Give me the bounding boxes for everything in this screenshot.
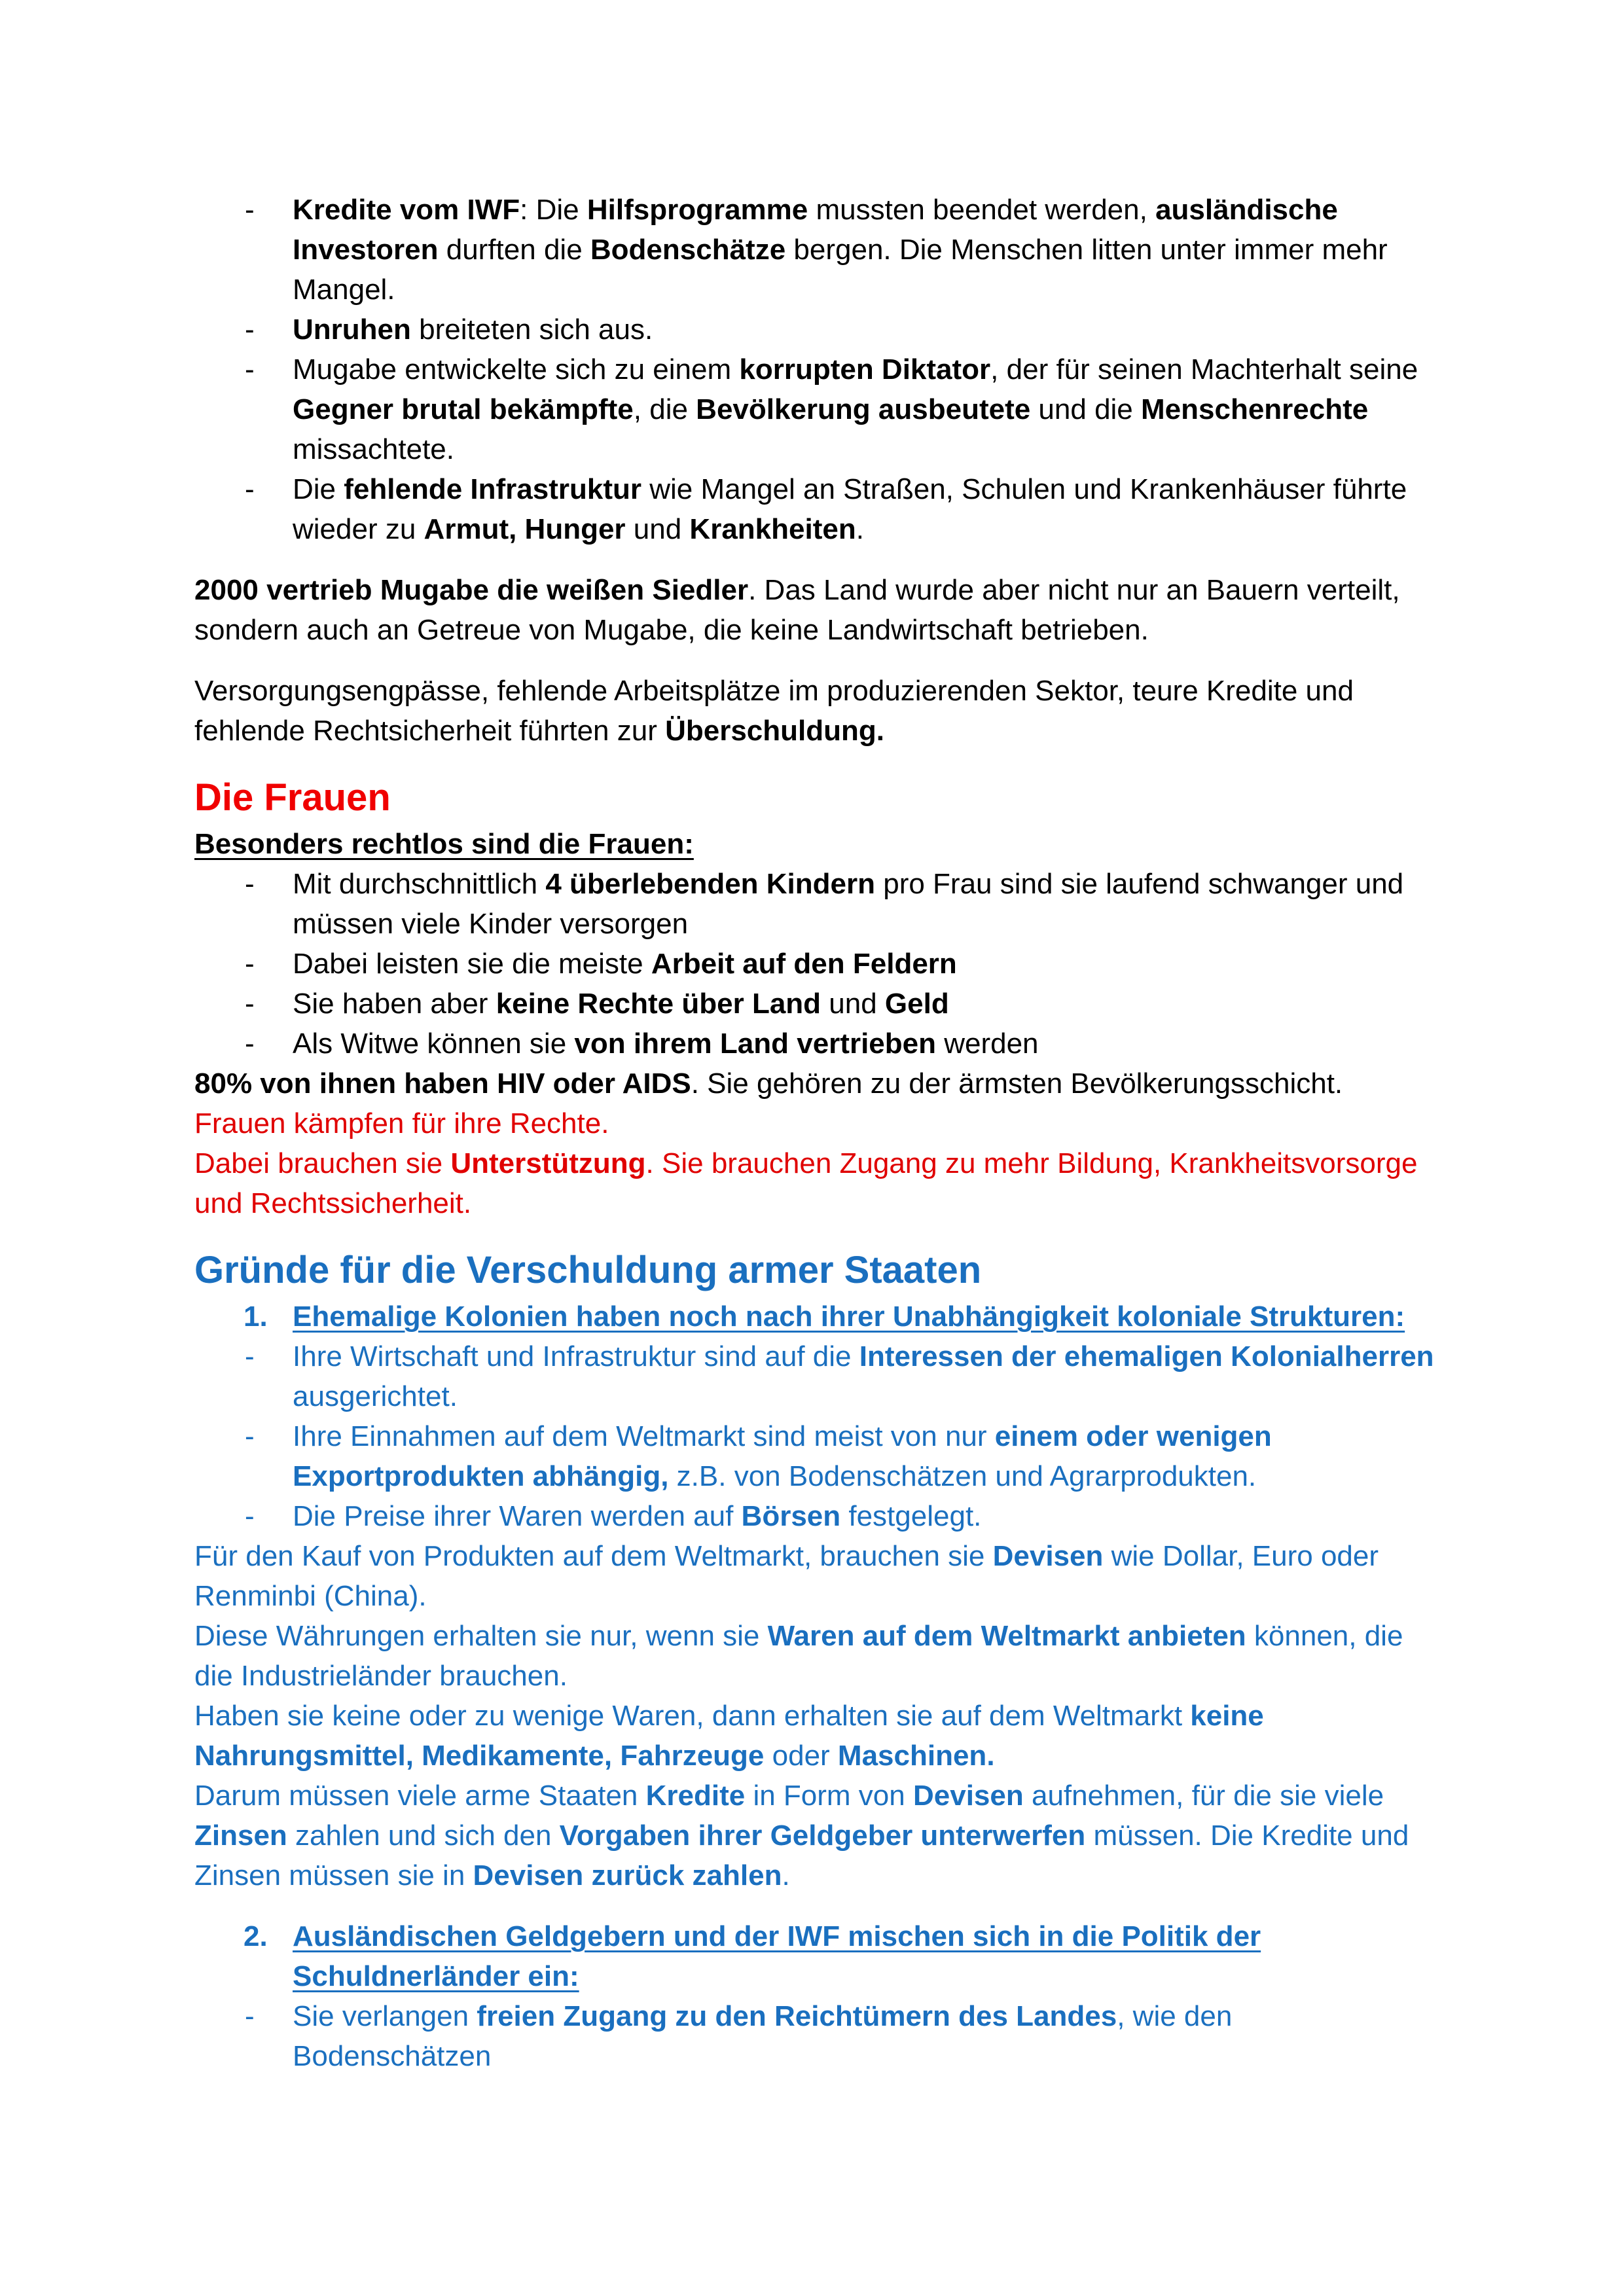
- bold-text: einem oder wenigen Exportprodukten abhängig,: [293, 1420, 1272, 1492]
- dash-bullet-icon: -: [245, 2000, 255, 2032]
- bold-text: fehlende Infrastruktur: [344, 473, 641, 505]
- paragraph-unterstuetzung: [194, 1143, 1438, 1223]
- dash-bullet-icon: -: [245, 473, 255, 505]
- paragraph-hiv: [194, 1064, 1438, 1103]
- dash-bullet-icon: -: [245, 1500, 255, 1532]
- list-item: [194, 864, 1438, 944]
- bold-text: freien Zugang zu den Reichtümern des Landes: [477, 2000, 1117, 2032]
- text: Als Witwe können sie: [293, 1028, 575, 1060]
- bold-text: keine Rechte über Land: [496, 988, 821, 1020]
- text: aufnehmen, für die sie viele: [1023, 1780, 1384, 1812]
- document-page: [194, 190, 1438, 2076]
- text: bergen. Die Menschen litten unter immer mehr Mangel.: [293, 234, 1388, 306]
- text: Die Preise ihrer Waren werden auf: [293, 1500, 742, 1532]
- dash-bullet-icon: -: [245, 1420, 255, 1452]
- numbered-point-2: [194, 1916, 1438, 1996]
- text: zahlen und sich den: [287, 1820, 560, 1852]
- dash-bullet-icon: -: [245, 194, 255, 226]
- text: und: [625, 513, 690, 545]
- list-item: [194, 310, 1438, 350]
- text: wie Mangel an Straßen, Schulen und Krankenhäuser führte wieder zu: [293, 473, 1407, 545]
- text: , der für seinen Machterhalt seine: [990, 353, 1418, 386]
- text: Haben sie keine oder zu wenige Waren, dann erhalten sie auf dem Weltmarkt: [194, 1700, 1191, 1732]
- paragraph: [194, 1776, 1438, 1895]
- bold-text: korrupten Diktator: [739, 353, 991, 386]
- point-title: Ehemalige Kolonien haben noch nach ihrer Unabhängigkeit koloniale Strukturen:: [293, 1300, 1405, 1333]
- text: werden: [935, 1028, 1039, 1060]
- text: Diese Währungen erhalten sie nur, wenn sie: [194, 1620, 768, 1652]
- bold-text: Geld: [884, 988, 949, 1020]
- list-item: [194, 1416, 1438, 1496]
- text: . Sie gehören zu der ärmsten Bevölkerungsschicht.: [691, 1067, 1343, 1100]
- bold-text: ausländische Investoren: [293, 194, 1338, 266]
- bold-text: von ihrem Land vertrieben: [574, 1028, 936, 1060]
- bold-text: Devisen zurück zahlen: [473, 1859, 782, 1892]
- text: Versorgungsengpässe, fehlende Arbeitsplätze im produzierenden Sektor, teure Kredite und fehlende Rechtsicherheit führten zur: [194, 675, 1354, 747]
- text: durften die: [438, 234, 590, 266]
- text: in Form von: [745, 1780, 913, 1812]
- paragraph: [194, 1696, 1438, 1776]
- text: Sie verlangen: [293, 2000, 477, 2032]
- bold-text: Krankheiten: [689, 513, 856, 545]
- heading-die-frauen: Die Frauen: [194, 776, 391, 819]
- text: Ihre Einnahmen auf dem Weltmarkt sind meist von nur: [293, 1420, 995, 1452]
- text: oder: [764, 1740, 838, 1772]
- text: . Das Land wurde aber nicht nur an Bauern verteilt, sondern auch an Getreue von Mugabe, die keine Landwirtschaft betrieben.: [194, 574, 1400, 646]
- list-item: [194, 1996, 1438, 2076]
- dash-bullet-icon: -: [245, 314, 255, 346]
- text: Mit durchschnittlich: [293, 868, 546, 900]
- text: .: [782, 1859, 790, 1892]
- bold-text: Börsen: [741, 1500, 841, 1532]
- list-number: 1.: [244, 1300, 268, 1333]
- text: Die: [293, 473, 344, 505]
- list-item: [194, 469, 1438, 549]
- paragraphs-devisen: [194, 1536, 1438, 1895]
- list-item: [194, 350, 1438, 469]
- bullet-list-frauen: [194, 864, 1438, 1064]
- list-item: [194, 190, 1438, 310]
- paragraph: [194, 1616, 1438, 1696]
- bold-text: keine Nahrungsmittel, Medikamente, Fahrzeuge: [194, 1700, 1264, 1772]
- paragraph: [194, 1536, 1438, 1616]
- bold-text: Arbeit auf den Feldern: [651, 948, 957, 980]
- bullet-list-geldgeber: [194, 1996, 1438, 2076]
- text: und: [821, 988, 885, 1020]
- bold-text: Devisen: [992, 1540, 1104, 1572]
- text: Ihre Wirtschaft und Infrastruktur sind auf die: [293, 1340, 859, 1372]
- paragraph-2000: [194, 570, 1438, 650]
- list-item: [194, 1496, 1438, 1536]
- bold-text: 80% von ihnen haben HIV oder AIDS: [194, 1067, 691, 1100]
- paragraph-frauen-kaempfen: Frauen kämpfen für ihre Rechte.: [194, 1107, 609, 1139]
- text: , die: [633, 393, 696, 425]
- bold-text: Bevölkerung ausbeutete: [696, 393, 1031, 425]
- list-item: [194, 944, 1438, 984]
- bold-text: Gegner brutal bekämpfte: [293, 393, 634, 425]
- bold-text: Unruhen: [293, 314, 411, 346]
- dash-bullet-icon: -: [245, 948, 255, 980]
- dash-bullet-icon: -: [245, 868, 255, 900]
- bold-text: Maschinen.: [837, 1740, 995, 1772]
- dash-bullet-icon: -: [245, 353, 255, 386]
- bold-text: Zinsen: [194, 1820, 287, 1852]
- text: festgelegt.: [840, 1500, 982, 1532]
- bold-text: 4 überlebenden Kindern: [545, 868, 875, 900]
- text: ausgerichtet.: [293, 1380, 458, 1412]
- bold-text: Interessen der ehemaligen Kolonialherren: [859, 1340, 1434, 1372]
- bold-text: Armut, Hunger: [424, 513, 626, 545]
- text: und die: [1030, 393, 1142, 425]
- text: .: [856, 513, 864, 545]
- bullet-list-kolonien: [194, 1336, 1438, 1536]
- dash-bullet-icon: -: [245, 1340, 255, 1372]
- text: können, die die Industrieländer brauchen.: [194, 1620, 1403, 1692]
- bullet-list-iwf: [194, 190, 1438, 549]
- text: Darum müssen viele arme Staaten: [194, 1780, 646, 1812]
- text: Dabei leisten sie die meiste: [293, 948, 651, 980]
- point-title: Ausländischen Geldgebern und der IWF mischen sich in die Politik der Schuldnerländer ein:: [293, 1920, 1261, 1992]
- heading-gruende-verschuldung: Gründe für die Verschuldung armer Staaten: [194, 1249, 982, 1291]
- bold-text: Vorgaben ihrer Geldgeber unterwerfen: [559, 1820, 1086, 1852]
- text: z.B. von Bodenschätzen und Agrarprodukten.: [668, 1460, 1257, 1492]
- text: pro Frau sind sie laufend schwanger und müssen viele Kinder versorgen: [293, 868, 1404, 940]
- bold-text: Devisen: [912, 1780, 1024, 1812]
- list-number: 2.: [244, 1920, 268, 1952]
- bold-text: 2000 vertrieb Mugabe die weißen Siedler: [194, 574, 749, 606]
- text: Für den Kauf von Produkten auf dem Weltmarkt, brauchen sie: [194, 1540, 993, 1572]
- text: . Sie brauchen Zugang zu mehr Bildung, Krankheitsvorsorge und Rechtssicherheit.: [194, 1147, 1418, 1219]
- bold-text: Kredite: [645, 1780, 746, 1812]
- text: , wie den Bodenschätzen: [293, 2000, 1233, 2072]
- bold-text: Menschenrechte: [1141, 393, 1369, 425]
- list-item: [194, 1336, 1438, 1416]
- text: Mugabe entwickelte sich zu einem: [293, 353, 740, 386]
- dash-bullet-icon: -: [245, 988, 255, 1020]
- text: wie Dollar, Euro oder Renminbi (China).: [194, 1540, 1379, 1612]
- bold-text: Kredite vom IWF: [293, 194, 520, 226]
- bold-text: Waren auf dem Weltmarkt anbieten: [767, 1620, 1246, 1652]
- text: missachtete.: [293, 433, 454, 465]
- text: : Die: [520, 194, 587, 226]
- bold-text: Bodenschätze: [590, 234, 786, 266]
- bold-text: Unterstützung: [450, 1147, 646, 1179]
- paragraph-versorgung: [194, 671, 1438, 751]
- text: Sie haben aber: [293, 988, 496, 1020]
- list-item: [194, 984, 1438, 1024]
- bold-text: Überschuldung.: [665, 715, 884, 747]
- text: Dabei brauchen sie: [194, 1147, 451, 1179]
- subheading-frauen: Besonders rechtlos sind die Frauen:: [194, 828, 694, 860]
- text: breiteten sich aus.: [410, 314, 653, 346]
- text: müssen. Die Kredite und Zinsen müssen sie in: [194, 1820, 1409, 1892]
- bold-text: Hilfsprogramme: [586, 194, 808, 226]
- dash-bullet-icon: -: [245, 1028, 255, 1060]
- text: mussten beendet werden,: [808, 194, 1156, 226]
- numbered-point-1: [194, 1297, 1438, 1336]
- list-item: [194, 1024, 1438, 1064]
